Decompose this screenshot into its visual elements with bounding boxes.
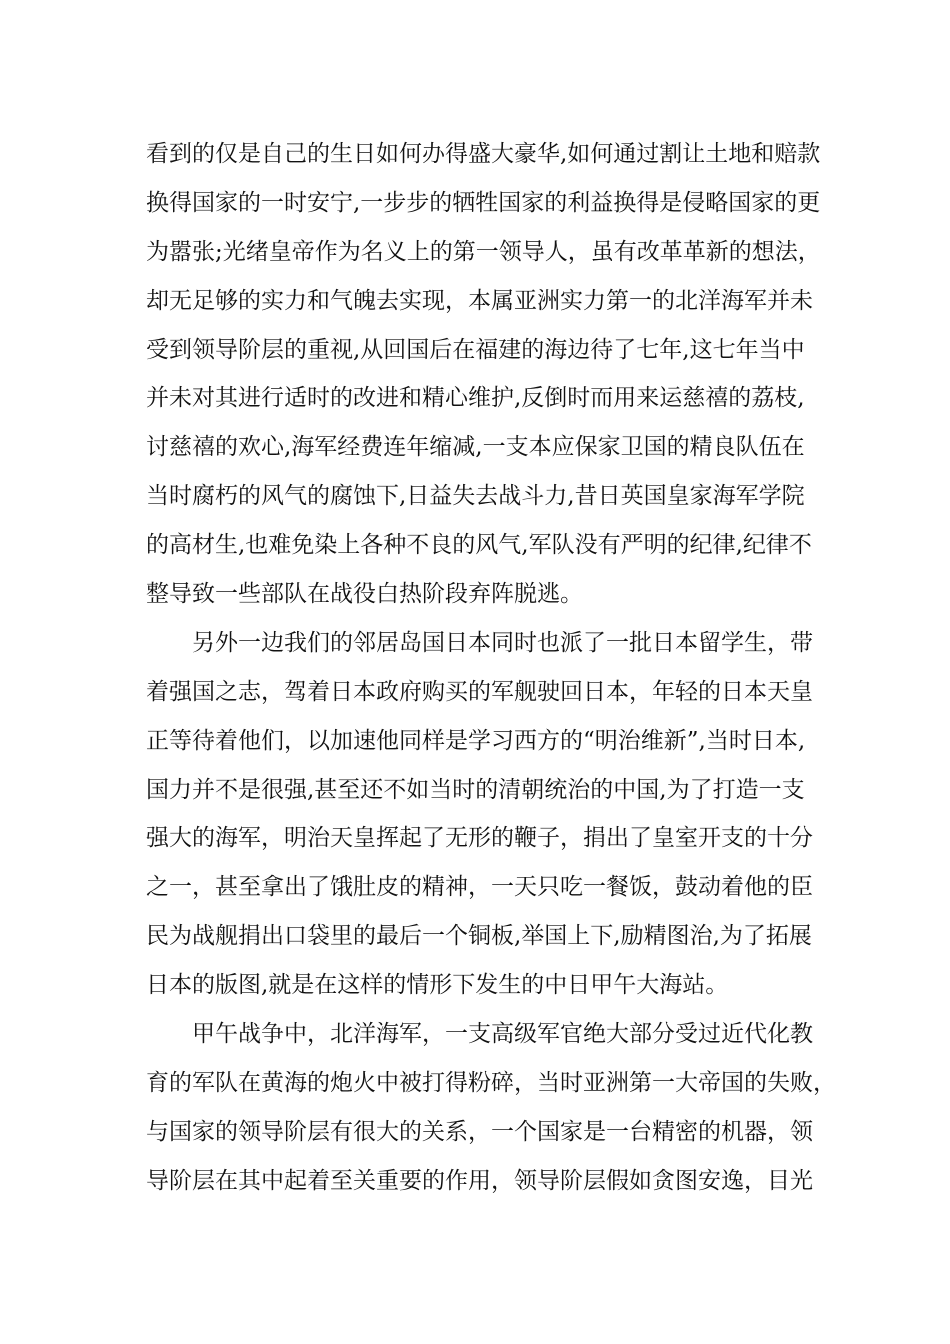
text-line: 讨慈禧的欢心,海军经费连年缩减,一支本应保家卫国的精良队伍在 (146, 434, 805, 461)
text-line: 的高材生,也难免染上各种不良的风气,军队没有严明的纪律,纪律不 (146, 532, 812, 559)
text-line: 整导致一些部队在战役白热阶段弃阵脱逃。 (146, 581, 583, 608)
text-line: 日本的版图,就是在这样的情形下发生的中日甲午大海站。 (146, 972, 729, 999)
text-line: 当时腐朽的风气的腐蚀下,日益失去战斗力,昔日英国皇家海军学院 (146, 483, 805, 510)
paragraph (146, 619, 836, 1010)
text-line: 之一，甚至拿出了饿肚皮的精神，一天只吃一餐饭，鼓动着他的臣 (146, 874, 813, 901)
text-line: 正等待着他们，以加速他同样是学习西方的“明治维新”,当时日本, (146, 727, 806, 754)
text-line: 并未对其进行适时的改进和精心维护,反倒时而用来运慈禧的荔枝, (146, 385, 805, 412)
text-line: 民为战舰捐出口袋里的最后一个铜板,举国上下,励精图治,为了拓展 (146, 923, 812, 950)
text-line: 着强国之志，驾着日本政府购买的军舰驶回日本，年轻的日本天皇 (146, 678, 813, 705)
paragraph (146, 130, 836, 619)
text-line: 为嚣张;光绪皇帝作为名义上的第一领导人，虽有改革革新的想法， (146, 238, 821, 265)
text-line: 换得国家的一时安宁,一步步的牺牲国家的利益换得是侵略国家的更 (146, 189, 821, 216)
text-line: 受到领导阶层的重视,从回国后在福建的海边待了七年,这七年当中 (146, 336, 805, 363)
text-line: 与国家的领导阶层有很大的关系，一个国家是一台精密的机器，领 (146, 1118, 813, 1145)
text-line: 国力并不是很强,甚至还不如当时的清朝统治的中国,为了打造一支 (146, 776, 805, 803)
text-line: 导阶层在其中起着至关重要的作用，领导阶层假如贪图安逸，目光 (146, 1167, 813, 1194)
text-line: 另外一边我们的邻居岛国日本同时也派了一批日本留学生，带 (192, 629, 813, 656)
text-line: 强大的海军，明治天皇挥起了无形的鞭子，捐出了皇室开支的十分 (146, 825, 813, 852)
text-line: 甲午战争中，北洋海军，一支高级军官绝大部分受过近代化教 (192, 1021, 813, 1048)
text-line: 看到的仅是自己的生日如何办得盛大豪华,如何通过割让土地和赔款 (146, 141, 821, 167)
paragraph (146, 1010, 836, 1206)
body-text (146, 130, 836, 1206)
text-line: 育的军队在黄海的炮火中被打得粉碎，当时亚洲第一大帝国的失败， (146, 1069, 836, 1096)
text-line: 却无足够的实力和气魄去实现，本属亚洲实力第一的北洋海军并未 (146, 287, 813, 314)
